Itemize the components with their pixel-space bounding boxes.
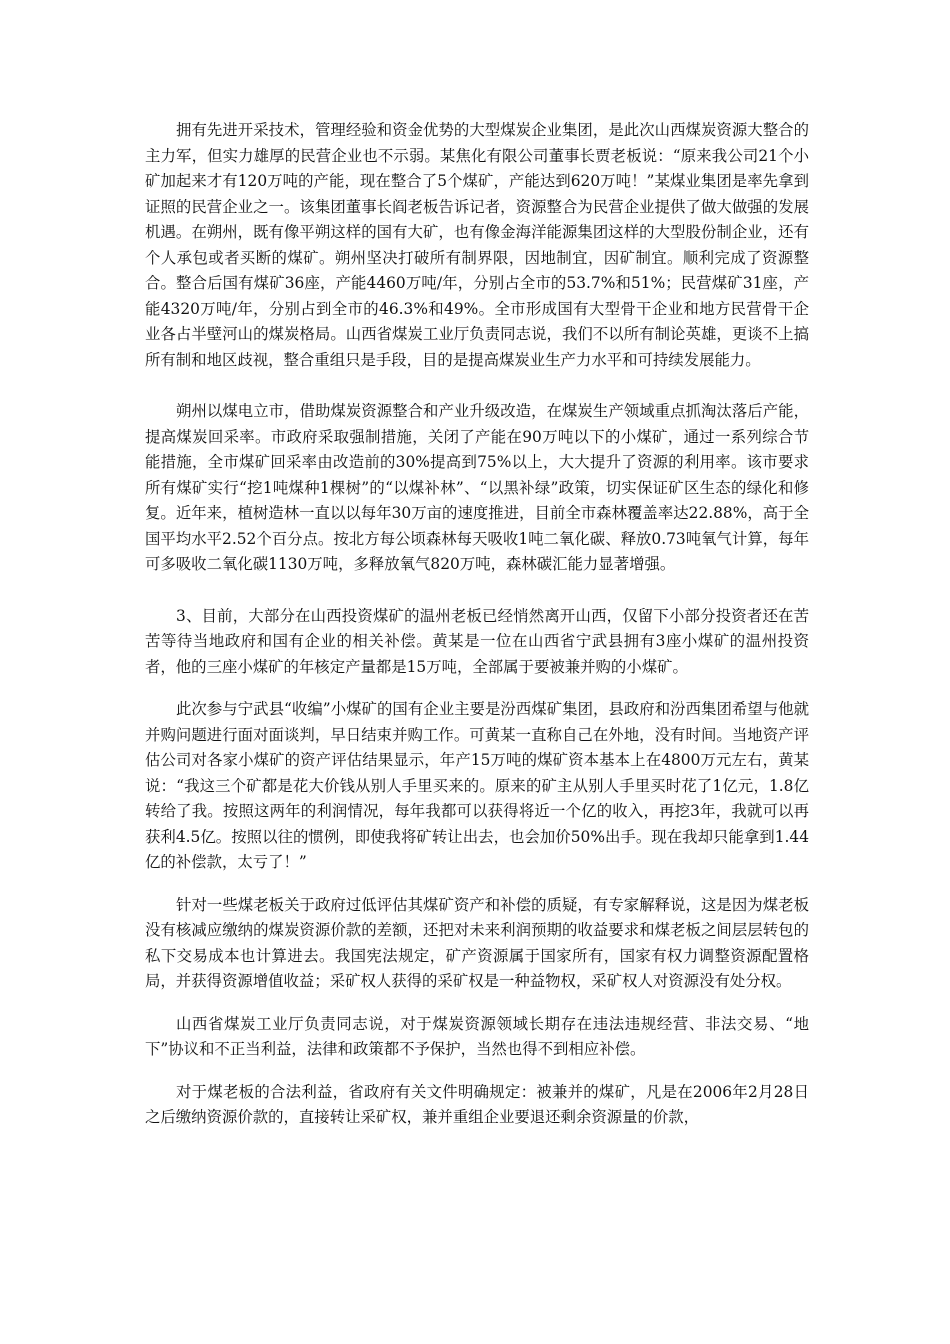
paragraph-legal-interests: 对于煤老板的合法利益，省政府有关文件明确规定：被兼并的煤矿，凡是在2006年2月28日之后缴纳资源价款的，直接转让采矿权，兼并重组企业要退还剩余资源量的价款， (145, 1082, 809, 1126)
paragraph-ningwu-acquisition: 此次参与宁武县“收编”小煤矿的国有企业主要是汾西煤矿集团，县政府和汾西集团希望与他就并购问题进行面对面谈判，早日结束并购工作。可黄某一直称自己在外地，没有时间。当地资产评估公司对各家小煤矿的资产评估结果显示，年产15万吨的煤矿资本基本上在4800万元左右，黄某说：“我这三个矿都是花大价钱从别人手里买来的。原来的矿主从别人手里买时花了1亿元，1.8亿转给了我。按照这两年的利润情况，每年我都可以获得将近一个亿的收入，再挖3年，我就可以再获利4.5亿。按照以往的惯例，即使我将矿转让出去，也会加价50%出手。现在我却只能拿到1.44亿的补偿款，太亏了！” (145, 700, 809, 871)
paragraph-shuozhou-coal-power: 朔州以煤电立市，借助煤炭资源整合和产业升级改造，在煤炭生产领域重点抓淘汰落后产能，提高煤炭回采率。市政府采取强制措施，关闭了产能在90万吨以下的小煤矿，通过一系列综合节能措施，全市煤矿回采率由改造前的30%提高到75%以上，大大提升了资源的利用率。该市要求所有煤矿实行“挖1吨煤种1棵树”的“以煤补林”、“以黑补绿”政策，切实保证矿区生态的绿化和修复。近年来，植树造林一直以以每年30万亩的速度推进，目前全市森林覆盖率达22.88%，高于全国平均水平2.52个百分点。按北方每公顷森林每天吸收1吨二氧化碳、释放0.73吨氧气计算，每年可多吸收二氧化碳1130万吨，多释放氧气820万吨，森林碳汇能力显著增强。 (145, 402, 809, 573)
document-page (145, 118, 809, 1131)
paragraph-expert-explanation: 针对一些煤老板关于政府过低评估其煤矿资产和补偿的质疑，有专家解释说，这是因为煤老板没有核减应缴纳的煤炭资源价款的差额，还把对未来利润预期的收益要求和煤老板之间层层转包的私下交易成本也计算进去。我国宪法规定，矿产资源属于国家所有，国家有权力调整资源配置格局，并获得资源增值收益；采矿权人获得的采矿权是一种益物权，采矿权人对资源没有处分权。 (145, 895, 809, 990)
paragraph-illegal-interests: 山西省煤炭工业厅负责同志说，对于煤炭资源领域长期存在违法违规经营、非法交易、“地下”协议和不正当利益，法律和政策都不予保护，当然也得不到相应补偿。 (145, 1014, 809, 1058)
paragraph-resource-integration: 拥有先进开采技术，管理经验和资金优势的大型煤炭企业集团，是此次山西煤炭资源大整合的主力军，但实力雄厚的民营企业也不示弱。某焦化有限公司董事长贾老板说：“原来我公司21个小矿加起来才有120万吨的产能，现在整合了5个煤矿，产能达到620万吨！”某煤业集团是率先拿到证照的民营企业之一。该集团董事长阎老板告诉记者，资源整合为民营企业提供了做大做强的发展机遇。在朔州，既有像平朔这样的国有大矿，也有像金海洋能源集团这样的大型股份制企业，还有个人承包或者买断的煤矿。朔州坚决打破所有制界限，因地制宜，因矿制宜。顺利完成了资源整合。整合后国有煤矿36座，产能4460万吨/年，分别占全市的53.7%和51%；民营煤矿31座，产能4320万吨/年，分别占到全市的46.3%和49%。全市形成国有大型骨干企业和地方民营骨干企业各占半壁河山的煤炭格局。山西省煤炭工业厅负责同志说，我们不以所有制论英雄，更谈不上搞所有制和地区歧视，整合重组只是手段，目的是提高煤炭业生产力水平和可持续发展能力。 (145, 121, 809, 369)
paragraph-wenzhou-investors: 3、目前，大部分在山西投资煤矿的温州老板已经悄然离开山西，仅留下小部分投资者还在苦苦等待当地政府和国有企业的相关补偿。黄某是一位在山西省宁武县拥有3座小煤矿的温州投资者，他的三座小煤矿的年核定产量都是15万吨，全部属于要被兼并购的小煤矿。 (145, 606, 809, 676)
